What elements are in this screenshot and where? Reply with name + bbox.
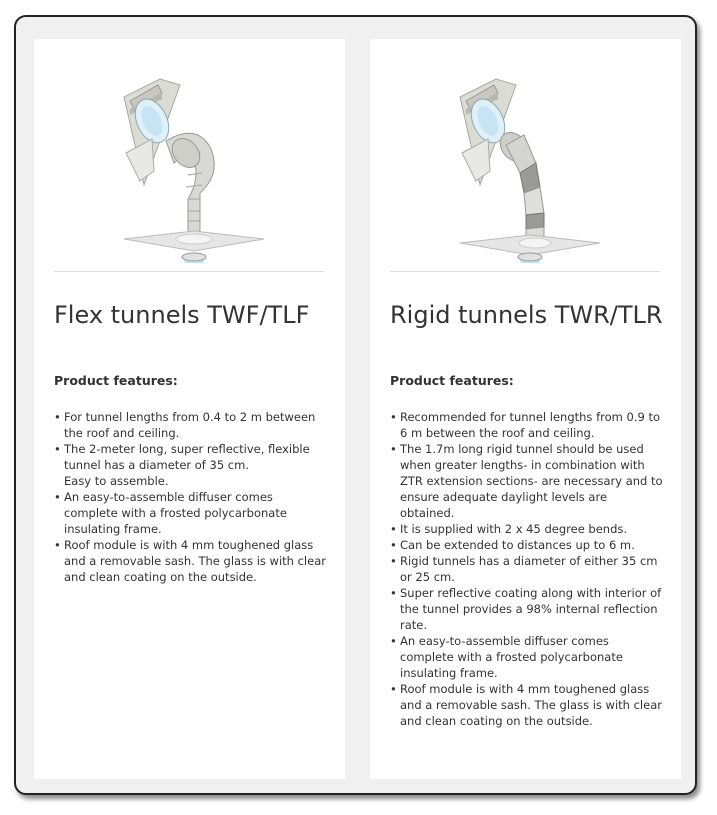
features-heading: Product features: bbox=[390, 373, 514, 388]
features-list bbox=[390, 409, 665, 729]
rigid-tunnel-image bbox=[440, 63, 620, 263]
list-item: • Can be extended to distances up to 6 m. bbox=[390, 537, 665, 553]
list-item: • An easy-to-assemble diffuser comes complete with a frosted polycarbonate insulating frame. bbox=[390, 633, 665, 681]
product-title: Rigid tunnels TWR/TLR bbox=[390, 301, 663, 329]
features-list bbox=[54, 409, 329, 585]
features-heading: Product features: bbox=[54, 373, 178, 388]
list-item: • Rigid tunnels has a diameter of either 35 cm or 25 cm. bbox=[390, 553, 665, 585]
divider bbox=[390, 271, 660, 272]
list-item: • Super reflective coating along with interior of the tunnel provides a 98% internal reflection rate. bbox=[390, 585, 665, 633]
list-item: • It is supplied with 2 x 45 degree bends. bbox=[390, 521, 665, 537]
product-comparison-frame bbox=[14, 15, 697, 795]
list-item: • Roof module is with 4 mm toughened glass and a removable sash. The glass is with clear and clean coating on the outside. bbox=[390, 681, 665, 729]
product-card-rigid bbox=[370, 39, 681, 779]
divider bbox=[54, 271, 324, 272]
list-item: • The 1.7m long rigid tunnel should be used when greater lengths- in combination with ZTR extension sections- are necessary and to ensure adequate daylight levels are obtained. bbox=[390, 441, 665, 521]
list-item: • An easy-to-assemble diffuser comes complete with a frosted polycarbonate insulating frame. bbox=[54, 489, 329, 537]
list-item: • For tunnel lengths from 0.4 to 2 m between the roof and ceiling. bbox=[54, 409, 329, 441]
list-item: • Recommended for tunnel lengths from 0.9 to 6 m between the roof and ceiling. bbox=[390, 409, 665, 441]
list-item: • The 2-meter long, super reflective, flexible tunnel has a diameter of 35 cm. Easy to assemble. bbox=[54, 441, 329, 489]
list-item: • Roof module is with 4 mm toughened glass and a removable sash. The glass is with clear and clean coating on the outside. bbox=[54, 537, 329, 585]
product-title: Flex tunnels TWF/TLF bbox=[54, 301, 310, 329]
flex-tunnel-image bbox=[104, 63, 284, 263]
product-card-flex bbox=[34, 39, 345, 779]
